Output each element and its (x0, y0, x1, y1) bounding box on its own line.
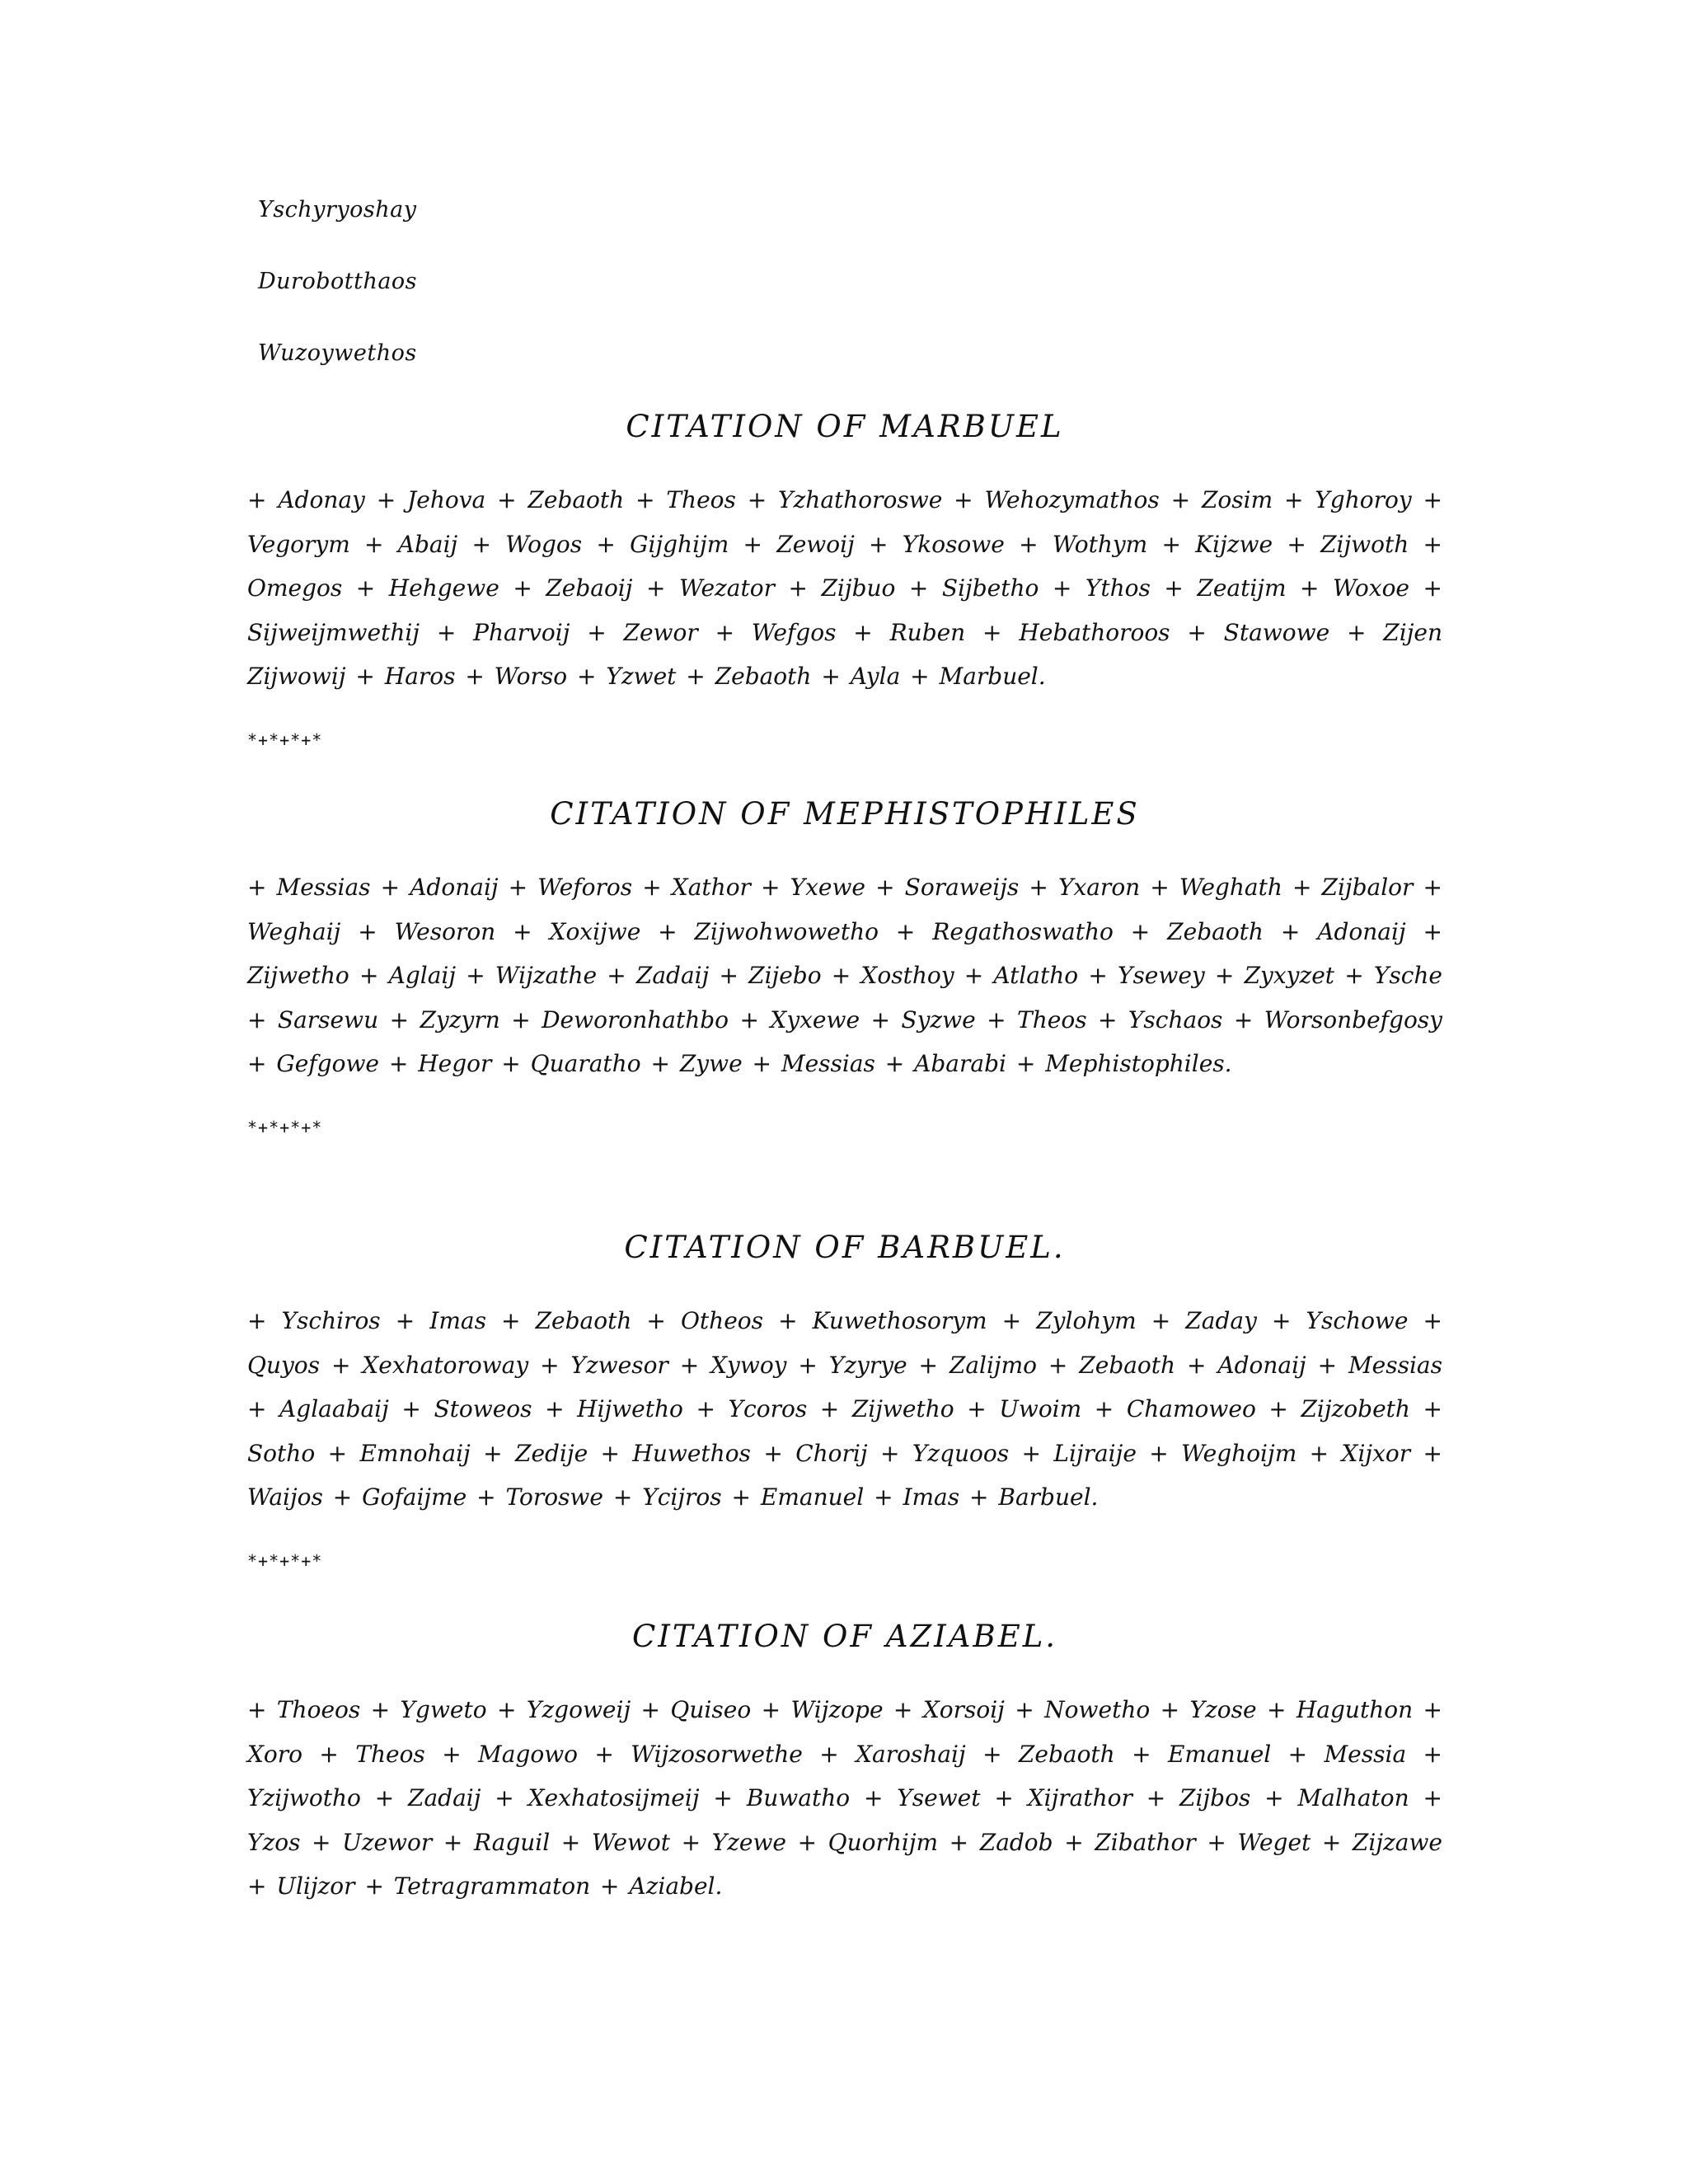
intro-names-list (258, 198, 917, 413)
section-title: CITATION OF MEPHISTOPHILES (550, 796, 1140, 832)
section-title: CITATION OF BARBUEL. (624, 1230, 1066, 1265)
section-body: + Adonay + Jehova + Zebaoth + Theos + Yzhathoroswe + Wehozymathos + Zosim + Yghoroy + Vegorym + Abaij + Wogos + Gijghijm + Zewoij + Ykosowe + Wothym + Kijzwe + Zijwoth + Omegos + Hehgewe + Zebaoij + Wezator + Zijbuo + Sijbetho + Ythos + Zeatijm + Woxoe + Sijweijmwethij + Pharvoij + Zewor + Wefgos + Ruben + Hebathoroos + Stawowe + Zijen Zijwowij + Haros + Worso + Yzwet + Zebaoth + Ayla + Marbuel. (247, 486, 1442, 690)
section-body: + Messias + Adonaij + Weforos + Xathor + Yxewe + Soraweijs + Yxaron + Weghath + Zijbalor + Weghaij + Wesoron + Xoxijwe + Zijwohwowetho + Regathoswatho + Zebaoth + Adonaij + Zijwetho + Aglaij + Wijzathe + Zadaij + Zijebo + Xosthoy + Atlatho + Ysewey + Zyxyzet + Ysche + Sarsewu + Zyzyrn + Deworonhathbo + Xyxewe + Syzwe + Theos + Yschaos + Worsonbefgosy + Gefgowe + Hegor + Quaratho + Zywe + Messias + Abarabi + Mephistophiles. (247, 874, 1442, 1077)
intro-name: Wuzoywethos (258, 340, 417, 366)
section-separator: *+*+*+* (247, 729, 323, 750)
section-separator: *+*+*+* (247, 1117, 323, 1137)
section-body: + Thoeos + Ygweto + Yzgoweij + Quiseo + Wijzope + Xorsoij + Nowetho + Yzose + Haguthon + Xoro + Theos + Magowo + Wijzosorwethe + Xaroshaij + Zebaoth + Emanuel + Messia + Yzijwotho + Zadaij + Xexhatosijmeij + Buwatho + Ysewet + Xijrathor + Zijbos + Malhaton + Yzos + Uzewor + Raguil + Wewot + Yzewe + Quorhijm + Zadob + Zibathor + Weget + Zijzawe + Ulijzor + Tetragrammaton + Aziabel. (247, 1696, 1442, 1900)
section-title: CITATION OF MARBUEL (626, 409, 1064, 444)
section-separator: *+*+*+* (247, 1550, 323, 1571)
section-title: CITATION OF AZIABEL. (631, 1619, 1058, 1654)
citation-section-aziabel (247, 1620, 1442, 1909)
citation-section-mephistophiles (247, 798, 1442, 1137)
citation-section-marbuel (247, 410, 1442, 750)
intro-name: Yschyryoshay (258, 197, 417, 223)
citation-section-barbuel (247, 1231, 1442, 1571)
section-body: + Yschiros + Imas + Zebaoth + Otheos + Kuwethosorym + Zylohym + Zaday + Yschowe + Quyos + Xexhatoroway + Yzwesor + Xywoy + Yzyrye + Zalijmo + Zebaoth + Adonaij + Messias + Aglaabaij + Stoweos + Hijwetho + Ycoros + Zijwetho + Uwoim + Chamoweo + Zijzobeth + Sotho + Emnohaij + Zedije + Huwethos + Chorij + Yzquoos + Lijraije + Weghoijm + Xijxor + Waijos + Gofaijme + Toroswe + Ycijros + Emanuel + Imas + Barbuel. (247, 1307, 1442, 1511)
intro-name: Durobotthaos (258, 269, 418, 294)
